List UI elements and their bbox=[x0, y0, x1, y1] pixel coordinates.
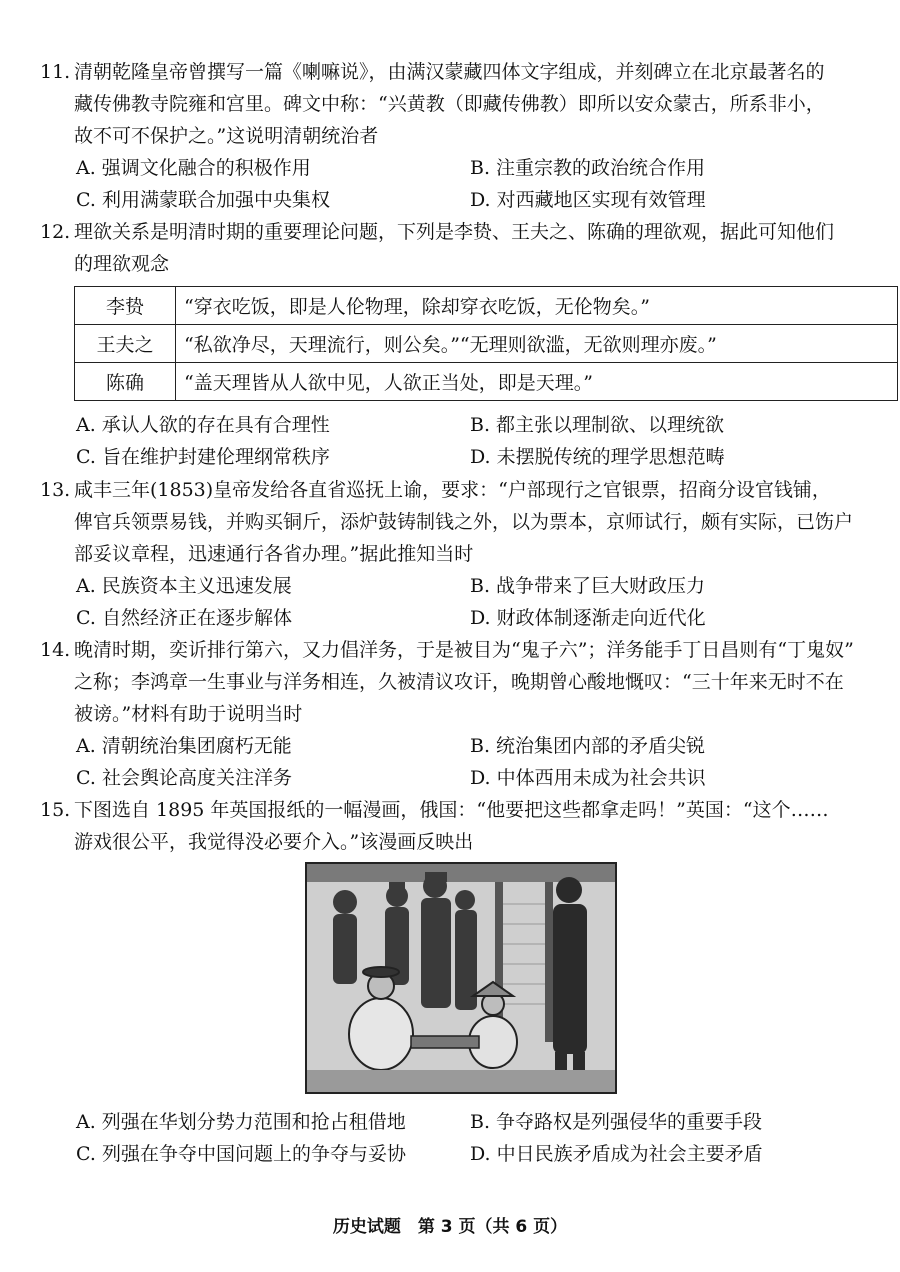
option-c[interactable]: C. 社会舆论高度关注洋务 bbox=[76, 767, 292, 789]
option-a[interactable]: A. 清朝统治集团腐朽无能 bbox=[76, 735, 292, 757]
cartoon-drawing bbox=[307, 864, 615, 1092]
option-b[interactable]: B. 注重宗教的政治统合作用 bbox=[470, 157, 706, 179]
question-number: 15. bbox=[40, 799, 71, 821]
question-number: 12. bbox=[40, 221, 71, 243]
options bbox=[40, 570, 870, 634]
option-a[interactable]: A. 承认人欲的存在具有合理性 bbox=[76, 414, 330, 436]
option-c[interactable]: C. 旨在维护封建伦理纲常秩序 bbox=[76, 446, 330, 468]
thinker-name: 李贽 bbox=[75, 287, 176, 325]
page-footer: 历史试题 第 3 页（共 6 页） bbox=[332, 1217, 568, 1237]
question-15-options-block bbox=[40, 1106, 870, 1170]
question-number: 13. bbox=[40, 479, 71, 501]
option-c[interactable]: C. 利用满蒙联合加强中央集权 bbox=[76, 189, 330, 211]
options bbox=[40, 730, 870, 794]
question-13 bbox=[40, 474, 870, 634]
question-stem-line: 晚清时期，奕䜣排行第六，又力倡洋务，于是被目为“鬼子六”；洋务能手丁日昌则有“丁鬼奴” bbox=[74, 639, 854, 661]
option-a[interactable]: A. 强调文化融合的积极作用 bbox=[76, 157, 311, 179]
question-number: 11. bbox=[40, 61, 71, 83]
option-d[interactable]: D. 中体西用未成为社会共识 bbox=[470, 767, 706, 789]
question-stem-line: 部妥议章程，迅速通行各省办理。”据此推知当时 bbox=[74, 543, 474, 565]
option-c[interactable]: C. 列强在争夺中国问题上的争夺与妥协 bbox=[76, 1143, 406, 1165]
options bbox=[40, 152, 870, 216]
option-b[interactable]: B. 争夺路权是列强侵华的重要手段 bbox=[470, 1111, 763, 1133]
thinker-quote: “穿衣吃饭，即是人伦物理，除却穿衣吃饭，无伦物矣。” bbox=[176, 287, 898, 325]
question-stem-line: 下图选自 1895 年英国报纸的一幅漫画，俄国：“他要把这些都拿走吗！”英国：“这个…… bbox=[74, 799, 829, 821]
question-stem-line: 藏传佛教寺院雍和宫里。碑文中称：“兴黄教（即藏传佛教）即所以安众蒙古，所系非小， bbox=[74, 93, 825, 115]
option-b[interactable]: B. 战争带来了巨大财政压力 bbox=[470, 575, 706, 597]
options bbox=[40, 1106, 870, 1170]
question-stem-line: 的理欲观念 bbox=[74, 253, 170, 275]
question-stem-line: 清朝乾隆皇帝曾撰写一篇《喇嘛说》，由满汉蒙藏四体文字组成，并刻碑立在北京最著名的 bbox=[74, 61, 825, 83]
thinker-name: 陈确 bbox=[75, 363, 176, 401]
option-d[interactable]: D. 中日民族矛盾成为社会主要矛盾 bbox=[470, 1143, 763, 1165]
question-stem-line: 咸丰三年(1853)皇帝发给各直省巡抚上谕，要求：“户部现行之官银票，招商分设官钱铺， bbox=[74, 479, 831, 501]
question-15 bbox=[40, 794, 870, 858]
option-d[interactable]: D. 对西藏地区实现有效管理 bbox=[470, 189, 706, 211]
question-number: 14. bbox=[40, 639, 71, 661]
thinker-quote: “私欲净尽，天理流行，则公矣。”“无理则欲滥，无欲则理亦废。” bbox=[176, 325, 898, 363]
views-table bbox=[74, 286, 898, 401]
option-b[interactable]: B. 统治集团内部的矛盾尖锐 bbox=[470, 735, 706, 757]
table-row bbox=[75, 287, 898, 325]
thinker-quote: “盖天理皆从人欲中见，人欲正当处，即是天理。” bbox=[176, 363, 898, 401]
table-row bbox=[75, 363, 898, 401]
thinker-name: 王夫之 bbox=[75, 325, 176, 363]
question-12 bbox=[40, 216, 870, 473]
question-stem-line: 之称；李鸿章一生事业与洋务相连，久被清议攻讦，晚期曾心酸地慨叹：“三十年来无时不在 bbox=[74, 671, 844, 693]
options bbox=[40, 409, 870, 473]
question-stem-line: 俾官兵领票易钱，并购买铜斤，添炉鼓铸制钱之外，以为票本，京师试行，颇有实际，已饬户 bbox=[74, 511, 854, 533]
table-row bbox=[75, 325, 898, 363]
option-a[interactable]: A. 民族资本主义迅速发展 bbox=[76, 575, 292, 597]
question-stem-line: 理欲关系是明清时期的重要理论问题，下列是李贽、王夫之、陈确的理欲观，据此可知他们 bbox=[74, 221, 835, 243]
question-stem-line: 被谤。”材料有助于说明当时 bbox=[74, 703, 303, 725]
option-b[interactable]: B. 都主张以理制欲、以理统欲 bbox=[470, 414, 725, 436]
option-c[interactable]: C. 自然经济正在逐步解体 bbox=[76, 607, 292, 629]
question-14 bbox=[40, 634, 870, 794]
option-d[interactable]: D. 财政体制逐渐走向近代化 bbox=[470, 607, 706, 629]
option-d[interactable]: D. 未摆脱传统的理学思想范畴 bbox=[470, 446, 725, 468]
option-a[interactable]: A. 列强在华划分势力范围和抢占租借地 bbox=[76, 1111, 406, 1133]
question-11 bbox=[40, 56, 870, 216]
cartoon-illustration bbox=[305, 862, 617, 1094]
question-stem-line: 故不可不保护之。”这说明清朝统治者 bbox=[74, 125, 379, 147]
question-stem-line: 游戏很公平，我觉得没必要介入。”该漫画反映出 bbox=[74, 831, 474, 853]
